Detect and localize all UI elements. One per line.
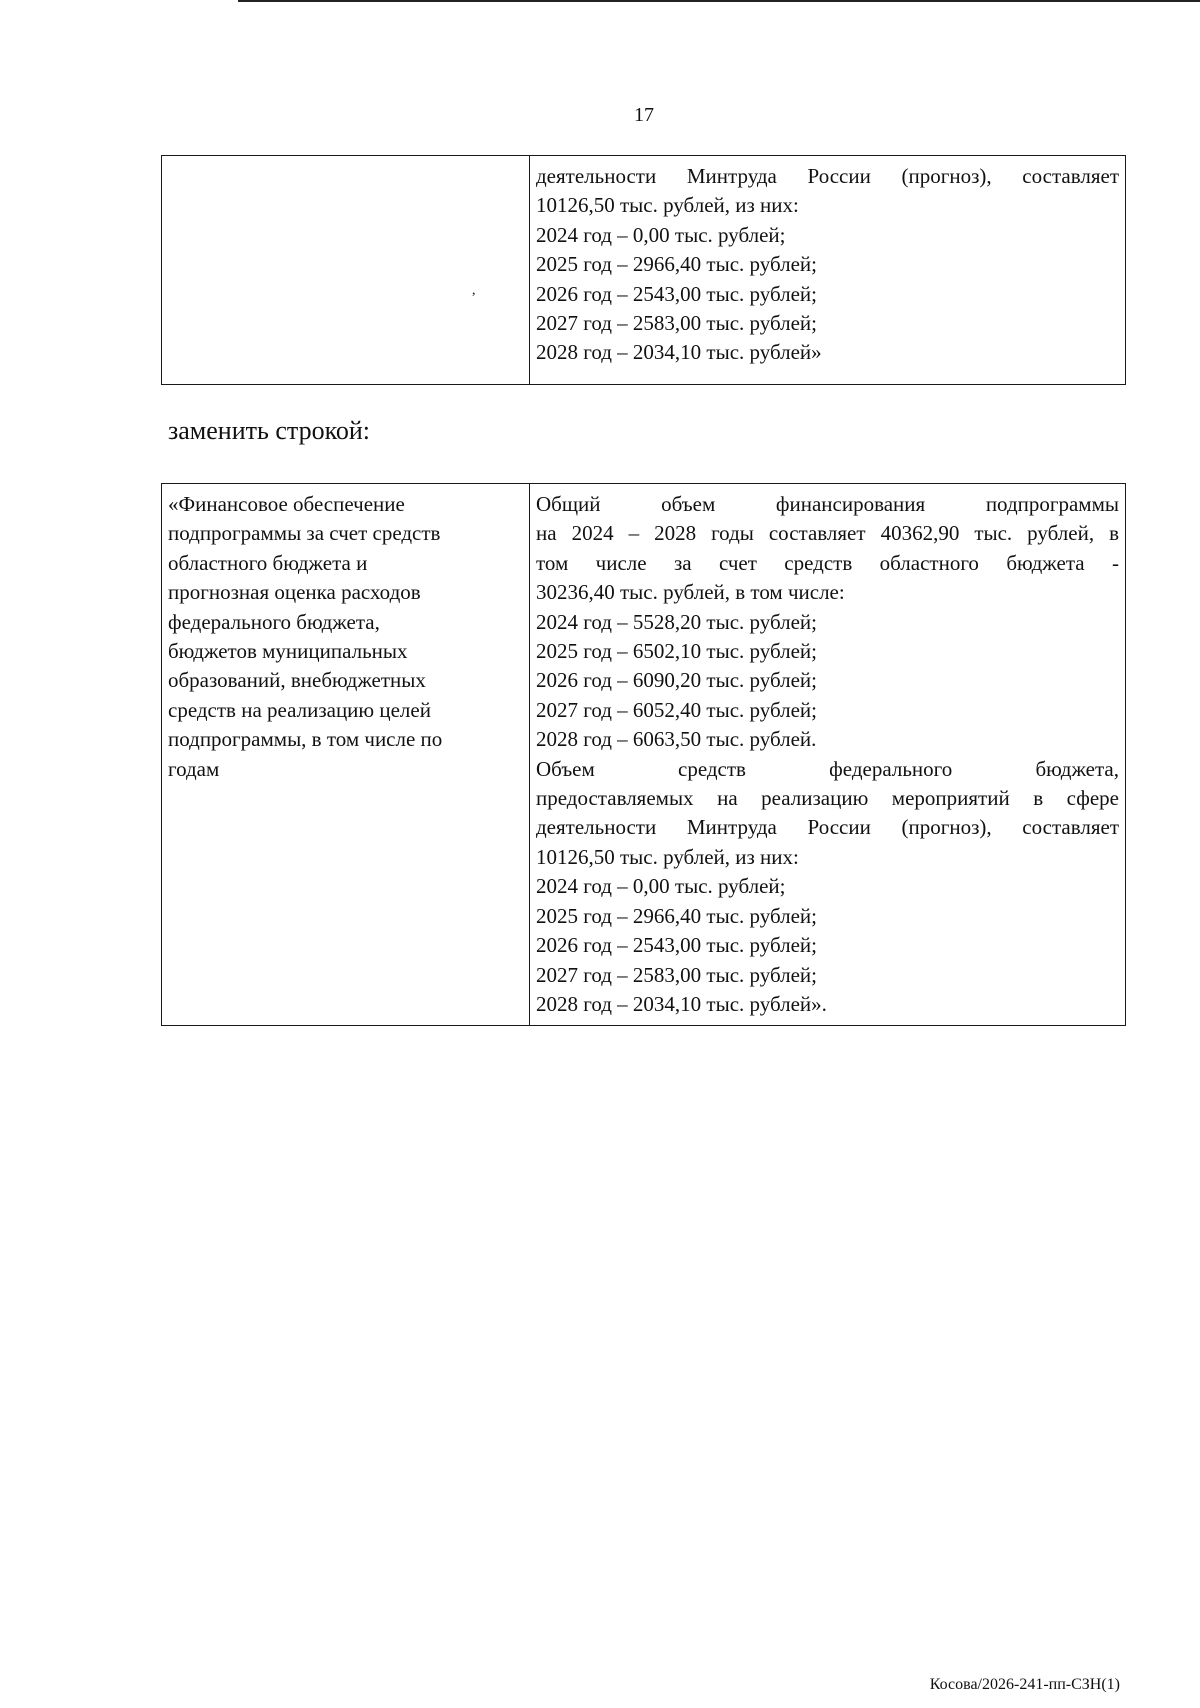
year-line: 2027 год – 6052,40 тыс. рублей;: [536, 697, 818, 722]
top-scan-rule: [238, 0, 1200, 2]
old-row-left-cell: [162, 156, 530, 385]
new-row-right-cell: [530, 484, 1126, 1026]
year-line: 2025 год – 2966,40 тыс. рублей;: [536, 903, 818, 928]
year-line: 2026 год – 6090,20 тыс. рублей;: [536, 668, 818, 693]
year-line: 2027 год – 2583,00 тыс. рублей;: [536, 962, 818, 987]
text-line: бюджетов муниципальных: [168, 639, 408, 664]
table-row: [162, 156, 1126, 385]
year-line: 2028 год – 2034,10 тыс. рублей».: [536, 991, 827, 1016]
text-line: 10126,50 тыс. рублей, из них:: [536, 844, 799, 869]
text-line: прогнозная оценка расходов: [168, 580, 421, 605]
year-line: 2026 год – 2543,00 тыс. рублей;: [536, 281, 818, 306]
text-line: предоставляемых на реализацию мероприятий в сфере: [536, 786, 1119, 811]
year-line: 2024 год – 5528,20 тыс. рублей;: [536, 609, 818, 634]
text-line: том числе за счет средств областного бюджета -: [536, 550, 1119, 575]
text-line: средств на реализацию целей: [168, 697, 431, 722]
page-number: 17: [634, 104, 654, 126]
old-row-right-cell: [530, 156, 1126, 385]
year-line: 2027 год – 2583,00 тыс. рублей;: [536, 311, 818, 336]
new-row-left-cell: [162, 484, 530, 1026]
text-line: годам: [168, 756, 220, 781]
document-code: Косова/2026-241-пп-СЗН(1): [929, 1676, 1120, 1693]
old-row-table: [161, 155, 1126, 385]
text-line: 10126,50 тыс. рублей, из них:: [536, 193, 799, 218]
text-line: на 2024 – 2028 годы составляет 40362,90 тыс. рублей, в: [536, 521, 1119, 546]
text-line: подпрограммы за счет средств: [168, 521, 441, 546]
year-line: 2024 год – 0,00 тыс. рублей;: [536, 874, 786, 899]
year-line: 2025 год – 6502,10 тыс. рублей;: [536, 639, 818, 664]
text-line: деятельности Минтруда России (прогноз), составляет: [536, 815, 1119, 840]
year-line: 2025 год – 2966,40 тыс. рублей;: [536, 252, 818, 277]
text-line: Объем средств федерального бюджета,: [536, 756, 1119, 781]
text-line: деятельности Минтруда России (прогноз), составляет: [536, 164, 1119, 188]
year-line: 2028 год – 6063,50 тыс. рублей.: [536, 727, 817, 752]
text-line: областного бюджета и: [168, 550, 368, 575]
scan-mark: ,: [472, 283, 476, 298]
text-line: «Финансовое обеспечение: [168, 492, 405, 516]
year-line: 2028 год – 2034,10 тыс. рублей»: [536, 340, 822, 365]
text-line: федерального бюджета,: [168, 609, 380, 634]
text-line: подпрограммы, в том числе по: [168, 727, 443, 752]
text-line: 30236,40 тыс. рублей, в том числе:: [536, 580, 845, 605]
replace-instruction: заменить строкой:: [168, 416, 371, 445]
new-row-table: [161, 483, 1126, 1026]
year-line: 2024 год – 0,00 тыс. рублей;: [536, 222, 786, 247]
text-line: Общий объем финансирования подпрограммы: [536, 492, 1119, 516]
table-row: [162, 484, 1126, 1026]
year-line: 2026 год – 2543,00 тыс. рублей;: [536, 933, 818, 958]
text-line: образований, внебюджетных: [168, 668, 426, 693]
